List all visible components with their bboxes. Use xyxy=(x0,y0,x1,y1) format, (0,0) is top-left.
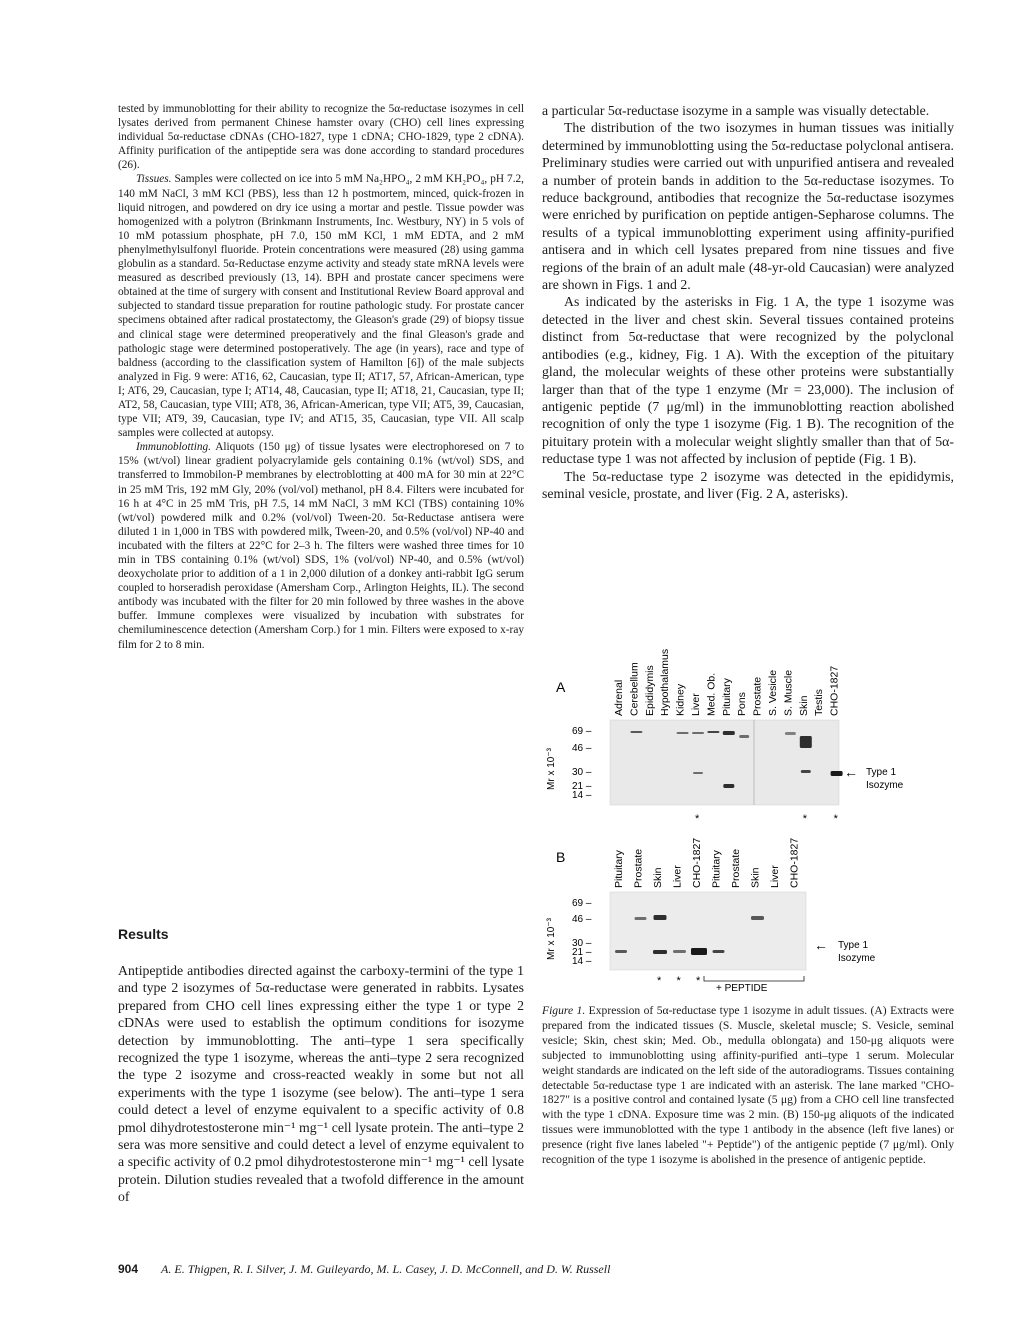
panel-a-band xyxy=(692,732,704,734)
panel-a-axis-label: Mr x 10⁻³ xyxy=(546,748,557,790)
right-paragraph-3: As indicated by the asterisks in Fig. 1 A, the type 1 isozyme was detected in the liver and chest skin. Several tissues contained proteins distinct from 5α-reductase that were recognized by the polyclonal antibodies (e.g., kidney, Fig. 1 A). With the exception of the pituitary gland, the molecular weights of these other proteins were substantially larger than that of the type 1 enzyme (Mr = 23,000). The inclusion of antigenic peptide (7 μg/ml) in the immunoblotting reaction abolished recognition of only the type 1 isozyme (Fig. 1 B). The recognition of the pituitary protein with a molecular weight slightly smaller than that of 5α-reductase type 1 was not affected by inclusion of peptide (Fig. 1 B). xyxy=(542,294,954,467)
panel-b-mw-marker: 69 – xyxy=(572,898,592,909)
panel-b-lane-label: CHO-1827 xyxy=(691,837,703,888)
panel-a-lane-label: Epididymis xyxy=(643,665,656,716)
panel-b-lane-label: CHO-1827 xyxy=(788,837,801,888)
tissues-text: Samples were collected on ice into 5 mM Na₂HPO₄, 2 mM KH₂PO₄, pH 7.2, 140 mM NaCl, 3 mM KCl (PBS), less than 12 h postmortem, minced, quick-frozen in liquid nitrogen, and powdered on dry ice using a mortar and pestle. Tissue powder was homogenized with a polytron (Brinkmann Instruments, Inc. Westbury, NY) in 5 vols of 10 mM potassium phosphate, pH 7.0, 150 mM KCl, 1 mM EDTA, and 2 mM phenylmethylsulfonyl fluoride. Protein concentrations were measured (28) using gamma globulin as a standard. 5α-Reductase enzyme activity and steady state mRNA levels were measured as described previously (13, 14). BPH and prostate cancer specimens were obtained at the time of surgery with consent and Institutional Review Board approval and subjected to standard tissue preparation for routine pathologic study. For prostate cancer specimens obtained after radical prostatectomy, the Gleason's grade (29) of biopsy tissue and clinical stage were determined preoperatively and the final Gleason's grade and pathologic stage were determined postoperatively. The age (in years), race and type of baldness (according to the classification system of Hamilton [6]) of the male subjects analyzed in Fig. 9 were: AT16, 62, Caucasian, type II; AT17, 57, African-American, type I; AT6, 29, Caucasian, type I; AT14, 48, Caucasian, type II; AT18, 21, Caucasian, type II; AT2, 58, Caucasian, type VIII; AT8, 36, African-American, type VII; AT5, 39, Caucasian, type VII; AT9, 39, Caucasian, type IV; and AT15, 35, Caucasian, type VII. All scalp samples were collected at autopsy. xyxy=(118,173,524,440)
panel-b-lane-labels xyxy=(613,838,801,888)
panel-a-band xyxy=(801,770,811,773)
panel-b-lane-label: Prostate xyxy=(632,848,645,888)
panel-b-mw-marker: 21 – xyxy=(572,947,592,958)
figure-1-graphic xyxy=(542,632,954,992)
panel-a-mw-marker: 30 – xyxy=(572,767,592,778)
immunoblotting-text: Aliquots (150 μg) of tissue lysates were electrophoresed on 7 to 15% (wt/vol) linear gradient polyacrylamide gels containing 0.1% (wt/vol) SDS, and transferred to Immobilon-P membranes by electroblotting at 400 mA for 30 min at 22°C in 25 mM Tris, 192 mM Gly, 20% (vol/vol) methanol, pH 8.4. Filters were incubated for 16 h at 4°C in 25 mM Tris, pH 7.5, 14 mM NaCl, 3 mM KCl (TBS) containing 10% (wt/vol) powdered milk and 0.2% (vol/vol) Tween-20. 5α-Reductase antisera were diluted 1 in 1,000 in TBS with powdered milk, Tween-20, and 0.5% (vol/vol) NP-40 and incubated with the filters at 22°C for 2–3 h. The filters were washed three times for 10 min in TBS containing 0.1% (wt/vol) SDS, 1% (vol/vol) NP-40, and 0.5% (wt/vol) deoxycholate prior to addition of a 1 in 2,000 dilution of a donkey anti-rabbit IgG serum coupled to horseradish peroxidase (Amersham Corp., Arlington Heights, IL). The second antibody was incubated with the filter for 20 min followed by three washes in the above buffer. Immune complexes were visualized by incubation with substrates for chemiluminescence detection (Amersham Corp.) for 1 min. Filters were exposed to x-ray film for 2 to 8 min. xyxy=(118,441,524,651)
panel-a-arrow: ← xyxy=(844,764,858,780)
panel-b-band xyxy=(653,950,667,954)
right-column xyxy=(542,102,954,502)
panel-a-band xyxy=(723,784,734,788)
panel-b-lane-label: Skin xyxy=(652,867,664,888)
panel-a-lane-label: Adrenal xyxy=(613,679,625,716)
panel-a-label: A xyxy=(556,679,566,695)
panel-a-mw-marker: 46 – xyxy=(572,743,592,754)
panel-a-band xyxy=(739,735,749,738)
figure-caption-label: Figure 1. xyxy=(542,1004,586,1017)
panel-a-lane-label: S. Muscle xyxy=(782,669,795,716)
left-column xyxy=(118,102,524,652)
running-authors: A. E. Thigpen, R. I. Silver, J. M. Guileyardo, M. L. Casey, J. D. McConnell, and D. W. Russell xyxy=(161,1262,611,1276)
tissues-runin-heading: Tissues. xyxy=(136,173,172,186)
panel-a-asterisk: * xyxy=(833,813,838,825)
panel-a-lane-label: Skin xyxy=(797,695,810,716)
panel-a-lane-label: Testis xyxy=(813,689,826,716)
panel-a-mw-marker: 69 – xyxy=(572,726,592,737)
panel-a-asterisk: * xyxy=(695,813,700,825)
panel-b-blot xyxy=(610,892,806,970)
panel-b-type1-label: Type 1 xyxy=(838,940,869,951)
panel-b-asterisk: * xyxy=(657,975,662,987)
page-footer xyxy=(118,1262,610,1277)
panel-b-lane-label: Pituitary xyxy=(613,850,625,888)
panel-b-lane-label: Liver xyxy=(671,865,684,888)
panel-b-mw-marker: 30 – xyxy=(572,938,592,949)
peptide-bracket xyxy=(704,976,804,981)
panel-b-asterisk: * xyxy=(676,975,681,987)
panel-a-lane-label: Prostate xyxy=(751,676,764,716)
panel-b-arrow: ← xyxy=(814,937,828,953)
panel-b-band xyxy=(635,917,647,920)
figure-caption-paragraph xyxy=(542,1004,954,1168)
panel-a-lane-label: CHO-1827 xyxy=(828,665,841,716)
panel-a-band xyxy=(707,731,719,733)
panel-a-band xyxy=(693,772,703,774)
panel-b-lane-label: Pituitary xyxy=(710,850,723,888)
panel-b-lane-label: Skin xyxy=(749,867,762,888)
panel-a-isozyme-label: Isozyme xyxy=(866,780,904,791)
panel-b-label: B xyxy=(556,849,566,865)
panel-a-band xyxy=(630,731,642,733)
panel-b-lane-label: Prostate xyxy=(730,848,742,888)
panel-a-lane-label: Pons xyxy=(736,692,749,716)
panel-b-isozyme-label: Isozyme xyxy=(838,953,876,964)
right-paragraph-1: a particular 5α-reductase isozyme in a sample was visually detectable. xyxy=(542,103,930,118)
figure-1 xyxy=(542,632,954,992)
panel-b-band xyxy=(673,950,686,953)
panel-b-band xyxy=(751,916,764,920)
panel-a-mw-marker: 14 – xyxy=(572,790,592,801)
tissues-paragraph xyxy=(118,172,524,440)
panel-a-band xyxy=(800,736,812,748)
panel-a-lane-label: Cerebellum xyxy=(628,662,641,716)
immunoblotting-runin-heading: Immunoblotting. xyxy=(136,441,211,454)
panel-b-band xyxy=(691,948,707,955)
panel-b-band xyxy=(615,950,627,953)
panel-a-asterisk: * xyxy=(802,813,808,825)
panel-b-mw-marker: 46 – xyxy=(572,914,592,925)
panel-a-lane-label: Liver xyxy=(690,693,702,716)
panel-a-lane-label: S. Vesicle xyxy=(767,669,779,716)
right-paragraph-2: The distribution of the two isozymes in human tissues was initially determined by immunoblotting using the 5α-reductase polyclonal antisera. Preliminary studies were carried out with unpurified antisera and revealed a number of protein bands in addition to the 5α-reductase isozymes. To reduce background, antibodies that recognize the 5α-reductase isozymes were enriched by purification on peptide antigen-Sepharose columns. The results of a typical immunoblotting experiment using affinity-purified antisera and in which cell lysates prepared from nine tissues and five regions of the brain of an adult male (48-yr-old Caucasian) were analyzed are shown in Figs. 1 and 2. xyxy=(542,120,954,293)
panel-a-lane-label: Pituitary xyxy=(720,678,733,716)
panel-a-lane-label: Med. Ob. xyxy=(705,672,718,716)
panel-b-lane-label: Liver xyxy=(769,865,781,888)
panel-b-mw-markers xyxy=(572,898,592,967)
panel-a-band xyxy=(831,771,843,776)
methods-intro-paragraph: tested by immunoblotting for their ability to recognize the 5α-reductase isozymes in cell lysates derived from permanent Chinese hamster ovary (CHO) cell lines expressing individual 5α-reductase cDNAs (CHO-1827, type 1 cDNA; CHO-1829, type 2 cDNA). Affinity purification of the antipeptide sera was done according to standard procedures (26). xyxy=(118,103,524,172)
immunoblotting-paragraph xyxy=(118,440,524,651)
panel-b-asterisk: * xyxy=(696,975,701,987)
panel-b-axis-label: Mr x 10⁻³ xyxy=(546,918,557,960)
panel-a-lane-label: Hypothalamus xyxy=(659,648,672,716)
panel-a-mw-marker: 21 – xyxy=(572,781,592,792)
peptide-label: + PEPTIDE xyxy=(716,983,768,992)
results-heading: Results xyxy=(118,926,169,942)
figure-caption-text: Expression of 5α-reductase type 1 isozyme in adult tissues. (A) Extracts were prepared from the indicated tissues (S. Muscle, skeletal muscle; S. Vesicle, seminal vesicle; Skin, chest skin; Med. Ob., medulla oblongata) and 150-μg aliquots were subjected to immunoblotting using affinity-purified anti–type 1 serum. Molecular weight standards are indicated on the left side of the autoradiograms. Tissues containing detectable 5α-reductase type 1 are indicated with an asterisk. The lane marked "CHO-1827" is a positive control and contained lysate (5 μg) from a CHO cell line transfected with the type 1 cDNA. Exposure time was 2 min. (B) 150-μg aliquots of the indicated tissues were immunoblotted with the type 1 antibody in the absence (left five lanes) or presence (right five lanes labeled "+ Peptide") of the antigenic peptide (7 μg/ml). Only recognition of the type 1 isozyme is abolished in the presence of antigenic peptide. xyxy=(542,1004,955,1167)
panel-a-asterisks xyxy=(695,813,839,825)
figure-1-caption xyxy=(542,1004,954,1168)
panel-b-band xyxy=(654,915,667,920)
panel-b-band xyxy=(713,950,725,953)
panel-a-band xyxy=(677,732,689,734)
results-paragraph: Antipeptide antibodies directed against the carboxy-termini of the type 1 and type 2 isozymes of 5α-reductase were generated in rabbits. Lysates prepared from CHO cell lines expressing either the type 1 or type 2 cDNAs were used to establish the optimum conditions for isozyme detection by immunoblotting. The anti–type 1 sera specifically recognized the type 1 isozyme, whereas the anti–type 2 sera recognized the type 2 isozyme and cross-reacted weakly in some but not all experiments with the type 1 isozyme (see below). The anti–type 1 sera could detect a level of enzyme equivalent to a specific activity of 0.8 pmol dihydrotestosterone min⁻¹ mg⁻¹ cell lysate protein. The anti–type 2 sera was more sensitive and could detect a level of enzyme equivalent to a specific activity of 0.2 pmol dihydrotestosterone min⁻¹ mg⁻¹ cell lysate protein. Dilution studies revealed that a twofold difference in the amount of xyxy=(118,963,524,1205)
panel-a-band xyxy=(723,731,735,735)
panel-b-mw-marker: 14 – xyxy=(572,956,592,967)
panel-a-mw-markers xyxy=(572,726,592,801)
page-number: 904 xyxy=(118,1262,139,1276)
panel-a-lane-label: Kidney xyxy=(674,683,687,716)
results-body xyxy=(118,962,524,1206)
panel-b-asterisks xyxy=(657,975,701,987)
panel-a-band xyxy=(785,732,796,735)
panel-a-lane-labels xyxy=(613,649,841,716)
right-paragraph-4: The 5α-reductase type 2 isozyme was detected in the epididymis, seminal vesicle, prostate, and liver (Fig. 2 A, asterisks). xyxy=(542,468,954,501)
panel-a-type1-label: Type 1 xyxy=(866,767,897,778)
